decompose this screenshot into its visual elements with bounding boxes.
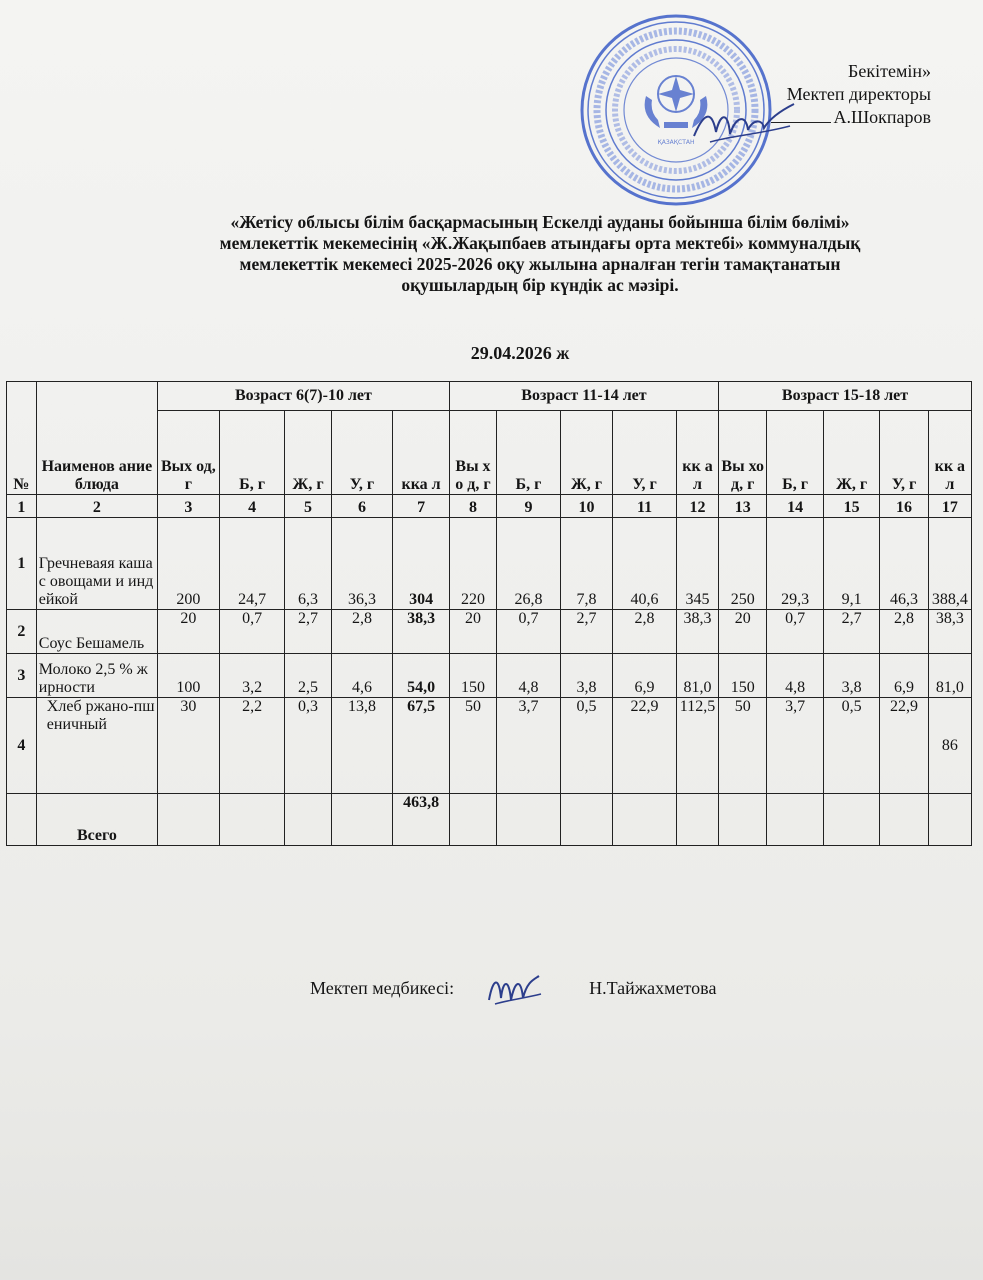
row-number: 2	[7, 610, 37, 654]
cell: 3,8	[560, 654, 612, 698]
table-row	[7, 654, 972, 698]
subheader-cell: Б, г	[497, 411, 561, 495]
column-number: 9	[497, 495, 561, 518]
medic-signature-line	[310, 970, 716, 1010]
cell: 0,5	[823, 698, 880, 794]
cell: 81,0	[676, 654, 718, 698]
subheader-cell: Ж, г	[285, 411, 331, 495]
column-number: 13	[719, 495, 767, 518]
cell: 3,2	[219, 654, 285, 698]
header-dish-name: Наименов ание блюда	[36, 382, 157, 495]
cell: 150	[449, 654, 496, 698]
cell: 86	[928, 698, 971, 794]
empty-cell	[331, 794, 393, 846]
cell: 3,7	[497, 698, 561, 794]
cell-kcal: 67,5	[393, 698, 450, 794]
cell: 20	[719, 610, 767, 654]
cell-kcal: 54,0	[393, 654, 450, 698]
subheader-cell: кк ал	[928, 411, 971, 495]
empty-cell	[676, 794, 718, 846]
header-age-6-10: Возраст 6(7)-10 лет	[158, 382, 450, 411]
subheader-cell: Б, г	[219, 411, 285, 495]
column-number: 3	[158, 495, 220, 518]
cell: 36,3	[331, 518, 393, 610]
title-line-3: мемлекеттік мекемесі 2025-2026 оқу жылына арналған тегін тамақтанатын	[239, 254, 841, 274]
cell: 200	[158, 518, 220, 610]
cell: 345	[676, 518, 718, 610]
cell: 40,6	[613, 518, 677, 610]
column-number-row	[7, 495, 972, 518]
empty-cell	[158, 794, 220, 846]
empty-cell	[767, 794, 824, 846]
cell: 2,7	[560, 610, 612, 654]
cell: 46,3	[880, 518, 928, 610]
cell: 0,7	[497, 610, 561, 654]
column-number: 2	[36, 495, 157, 518]
cell-kcal: 38,3	[393, 610, 450, 654]
cell: 0,7	[219, 610, 285, 654]
column-number: 12	[676, 495, 718, 518]
header-no: №	[7, 382, 37, 495]
column-number: 16	[880, 495, 928, 518]
cell: 50	[719, 698, 767, 794]
cell: 2,2	[219, 698, 285, 794]
cell: 20	[158, 610, 220, 654]
cell: 4,6	[331, 654, 393, 698]
cell: 150	[719, 654, 767, 698]
cell: 22,9	[880, 698, 928, 794]
empty-cell	[285, 794, 331, 846]
medic-label: Мектеп медбикесі:	[310, 978, 455, 999]
empty-cell	[613, 794, 677, 846]
subheader-cell: Б, г	[767, 411, 824, 495]
column-number: 4	[219, 495, 285, 518]
cell: 2,8	[613, 610, 677, 654]
subheader-cell: Вых од, г	[158, 411, 220, 495]
cell: 0,7	[767, 610, 824, 654]
subheader-cell: кка л	[393, 411, 450, 495]
cell: 3,7	[767, 698, 824, 794]
table-row	[7, 610, 972, 654]
cell: 2,5	[285, 654, 331, 698]
column-number: 8	[449, 495, 496, 518]
signature-line	[771, 122, 831, 123]
subheader-cell: У, г	[880, 411, 928, 495]
cell: 29,3	[767, 518, 824, 610]
cell: 20	[449, 610, 496, 654]
subheader-cell: Ж, г	[823, 411, 880, 495]
empty-cell	[497, 794, 561, 846]
subheader-cell: У, г	[331, 411, 393, 495]
total-label: Всего	[36, 794, 157, 846]
title-line-2: мемлекеттік мекемесінің «Ж.Жақыпбаев атындағы орта мектебі» коммуналдық	[219, 233, 861, 253]
cell: 4,8	[497, 654, 561, 698]
row-number: 3	[7, 654, 37, 698]
cell: 50	[449, 698, 496, 794]
document-title	[100, 212, 980, 296]
medic-signature	[485, 970, 545, 1010]
dish-name: Хлеб ржано-пшеничный	[36, 698, 157, 794]
column-number: 10	[560, 495, 612, 518]
subheader-cell: Вы хо д, г	[719, 411, 767, 495]
row-number: 1	[7, 518, 37, 610]
title-line-1: «Жетісу облысы білім басқармасының Ескелді ауданы бойынша білім бөлімі»	[230, 212, 850, 232]
table-row	[7, 518, 972, 610]
cell: 250	[719, 518, 767, 610]
cell: 9,1	[823, 518, 880, 610]
cell: 4,8	[767, 654, 824, 698]
empty-cell	[449, 794, 496, 846]
approval-line-3	[771, 106, 931, 129]
column-number: 5	[285, 495, 331, 518]
total-kcal: 463,8	[393, 794, 450, 846]
cell: 30	[158, 698, 220, 794]
director-name: А.Шокпаров	[833, 107, 931, 127]
cell: 6,3	[285, 518, 331, 610]
subheader-cell: Ж, г	[560, 411, 612, 495]
dish-name: Молоко 2,5 % жирности	[36, 654, 157, 698]
medic-name: Н.Тайжахметова	[589, 978, 717, 999]
table-row	[7, 698, 972, 794]
cell: 2,8	[331, 610, 393, 654]
title-line-4: оқушылардың бір күндік ас мәзірі.	[401, 275, 679, 295]
row-number: 4	[7, 698, 37, 794]
dish-name: Гречневаяя каша с овощами и индейкой	[36, 518, 157, 610]
menu-date: 29.04.2026 ж	[470, 343, 570, 363]
dish-name: Соус Бешамель	[36, 610, 157, 654]
column-number: 1	[7, 495, 37, 518]
empty-cell	[928, 794, 971, 846]
subheader-cell: У, г	[613, 411, 677, 495]
cell: 26,8	[497, 518, 561, 610]
header-age-15-18: Возраст 15-18 лет	[719, 382, 972, 411]
cell: 38,3	[928, 610, 971, 654]
cell: 100	[158, 654, 220, 698]
cell: 112,5	[676, 698, 718, 794]
cell: 0,3	[285, 698, 331, 794]
cell: 220	[449, 518, 496, 610]
column-number: 7	[393, 495, 450, 518]
total-row	[7, 794, 972, 846]
svg-text:ҚАЗАҚСТАН: ҚАЗАҚСТАН	[657, 139, 695, 146]
cell: 24,7	[219, 518, 285, 610]
cell: 6,9	[880, 654, 928, 698]
cell: 81,0	[928, 654, 971, 698]
menu-table	[6, 381, 972, 846]
cell: 7,8	[560, 518, 612, 610]
column-number: 11	[613, 495, 677, 518]
subheader-cell: Вы хо д, г	[449, 411, 496, 495]
column-number: 6	[331, 495, 393, 518]
cell: 2,7	[285, 610, 331, 654]
cell: 38,3	[676, 610, 718, 654]
column-number: 15	[823, 495, 880, 518]
subheader-cell: кк ал	[676, 411, 718, 495]
column-number: 14	[767, 495, 824, 518]
cell-kcal: 304	[393, 518, 450, 610]
approval-block	[771, 60, 931, 129]
empty-cell	[7, 794, 37, 846]
empty-cell	[219, 794, 285, 846]
cell: 3,8	[823, 654, 880, 698]
cell: 2,7	[823, 610, 880, 654]
cell: 388,4	[928, 518, 971, 610]
empty-cell	[719, 794, 767, 846]
cell: 6,9	[613, 654, 677, 698]
approval-line-1: Бекітемін»	[848, 61, 931, 81]
empty-cell	[880, 794, 928, 846]
header-age-11-14: Возраст 11-14 лет	[449, 382, 718, 411]
column-number: 17	[928, 495, 971, 518]
cell: 0,5	[560, 698, 612, 794]
cell: 22,9	[613, 698, 677, 794]
empty-cell	[560, 794, 612, 846]
empty-cell	[823, 794, 880, 846]
cell: 13,8	[331, 698, 393, 794]
cell: 2,8	[880, 610, 928, 654]
approval-line-2: Мектеп директоры	[786, 84, 931, 104]
